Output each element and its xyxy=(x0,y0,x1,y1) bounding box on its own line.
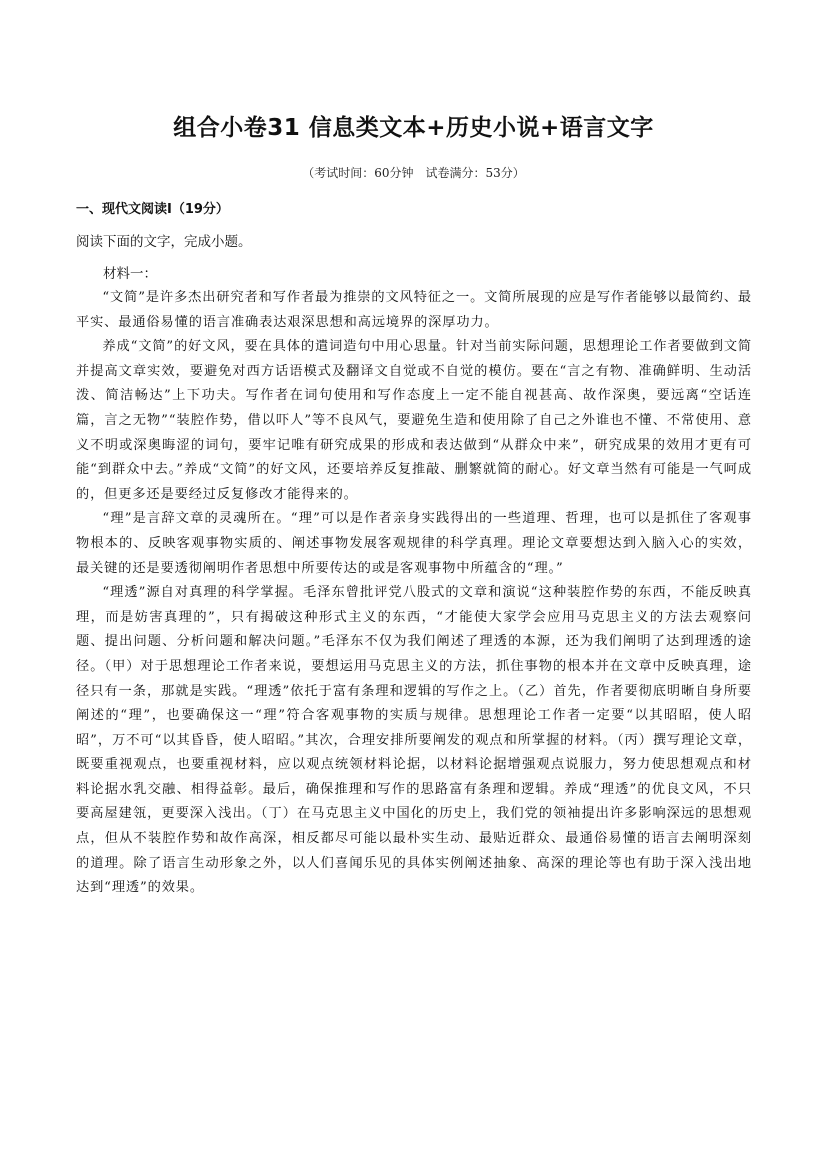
paragraph-1: “文简”是许多杰出研究者和写作者最为推崇的文风特征之一。文简所展现的应是写作者能够以最简约、最平实、最通俗易懂的语言准确表达艰深思想和高远境界的深厚功力。 xyxy=(76,290,752,330)
paragraph-4: “理透”源自对真理的科学掌握。毛泽东曾批评党八股式的文章和演说“这种装腔作势的东西，不能反映真理，而是妨害真理的”，只有揭破这种形式主义的东西，“才能使大家学会应用马克思主义的方法去观察问题、提出问题、分析问题和解决问题。”毛泽东不仅为我们阐述了理透的本源，还为我们阐明了达到理透的途径。（甲）对于思想理论工作者来说，要想运用马克思主义的方法，抓住事物的根本并在文章中反映真理，途径只有一条，那就是实践。“理透”依托于富有条理和逻辑的写作之上。（乙）首先，作者要彻底明晰自身所要阐述的“理”，也要确保这一“理”符合客观事物的实质与规律。思想理论工作者一定要“以其昭昭，使人昭昭”，万不可“以其昏昏，使人昭昭。”其次，合理安排所要阐发的观点和所掌握的材料。（丙）撰写理论文章，既要重视观点，也要重视材料，应以观点统领材料论据，以材料论据增强观点说服力，努力使思想观点和材料论据水乳交融、相得益彰。最后，确保推理和写作的思路富有条理和逻辑。养成“理透”的优良文风，不只要高屋建瓴，更要深入浅出。（丁）在马克思主义中国化的历史上，我们党的领袖提出许多影响深远的思想观点，但从不装腔作势和故作高深，相反都尽可能以最朴实生动、最贴近群众、最通俗易懂的语言去阐明深刻的道理。除了语言生动形象之外，以人们喜闻乐见的具体实例阐述抽象、高深的理论等也有助于深入浅出地达到“理透”的效果。 xyxy=(76,585,752,896)
page-title: 组合小卷31 信息类文本+历史小说+语言文字 xyxy=(173,115,654,141)
paragraph-2: 养成“文简”的好文风，要在具体的遣词造句中用心思量。针对当前实际问题，思想理论工作者要做到文简并提高文章实效，要避免对西方话语模式及翻译文自觉或不自觉的模仿。要在“言之有物、准确鲜明、生动活泼、简洁畅达”上下功夫。写作者在词句使用和写作态度上一定不能自视甚高、故作深奥，要远离“空话连篇，言之无物”“装腔作势，借以吓人”等不良风气，要避免生造和使用除了自己之外谁也不懂、不常使用、意义不明或深奥晦涩的词句，要牢记唯有研究成果的形成和表达做到“从群众中来”，研究成果的效用才更有可能“到群众中去。”养成“文简”的好文风，还要培养反复推敲、删繁就简的耐心。好文章当然有可能是一气呵成的，但更多还是要经过反复修改才能得来的。 xyxy=(76,339,752,502)
reading-instruction: 阅读下面的文字，完成小题。 xyxy=(76,234,252,250)
material-label: 材料一： xyxy=(103,266,157,282)
paragraph-3: “理”是言辞文章的灵魂所在。“理”可以是作者亲身实践得出的一些道理、哲理，也可以是抓住了客观事物根本的、反映客观事物实质的、阐述事物发展客观规律的科学真理。理论文章要想达到入脑入心的实效，最关键的还是要透彻阐明作者思想中所要传达的或是客观事物中所蕴含的“理。” xyxy=(76,511,752,576)
material-text xyxy=(76,286,752,901)
section-heading: 一、现代文阅读Ⅰ（19分） xyxy=(76,202,229,217)
exam-info: （考试时间：60分钟 试卷满分：53分） xyxy=(302,166,525,180)
